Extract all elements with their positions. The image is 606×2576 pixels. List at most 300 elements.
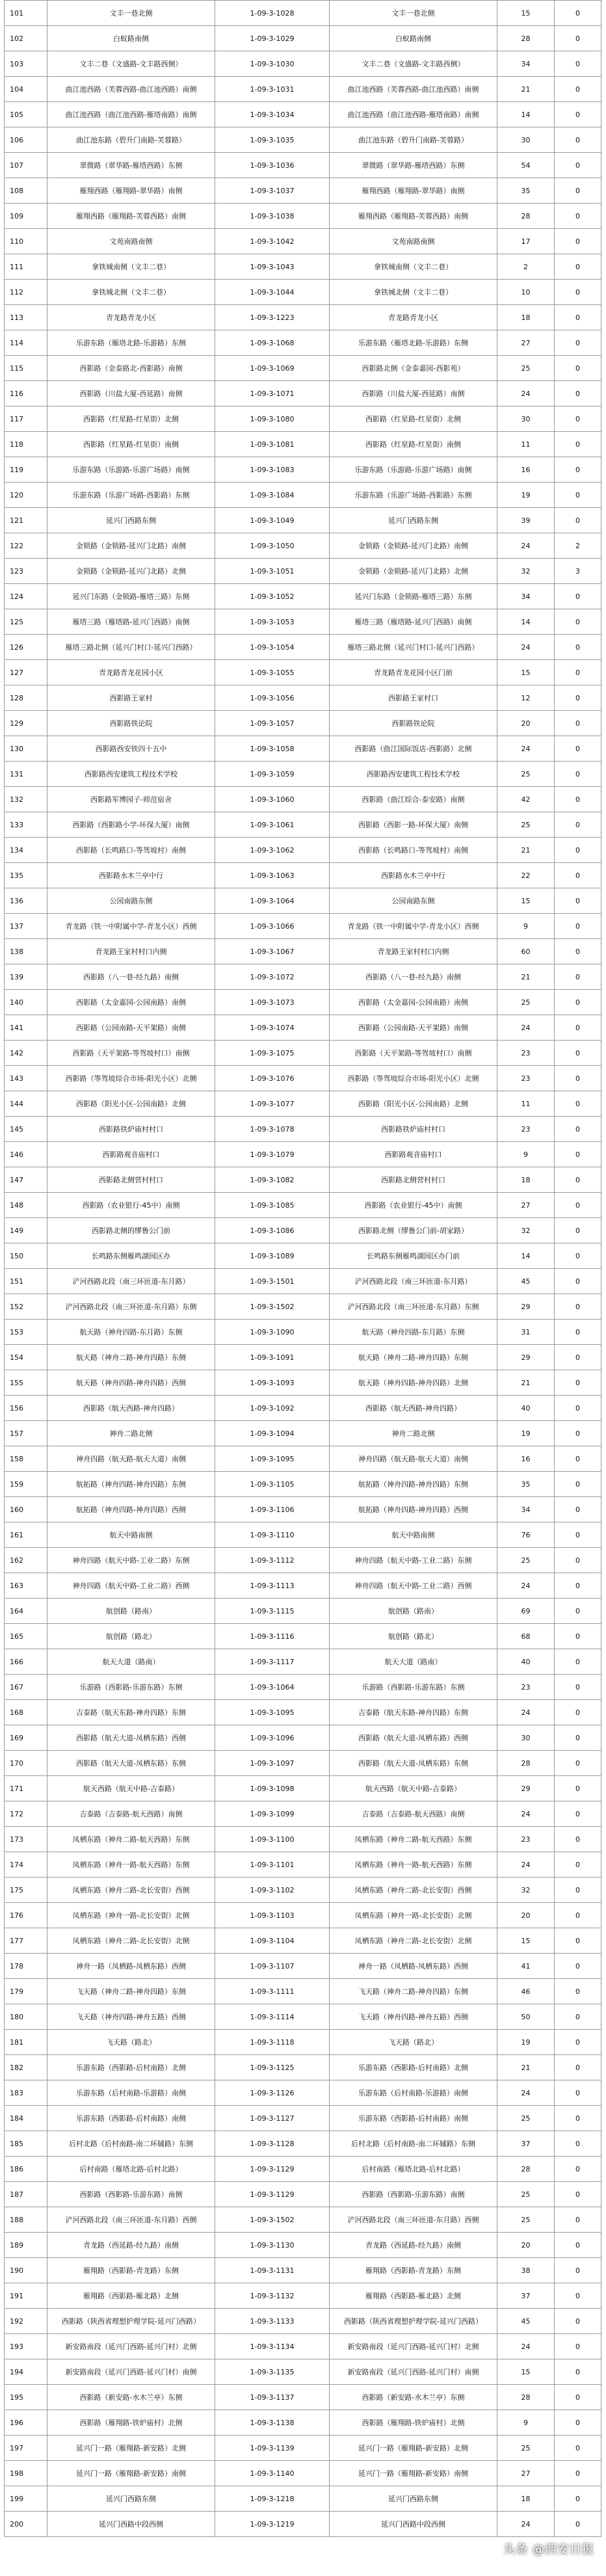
location-name-cell: 延兴门西路中段西侧: [47, 2512, 215, 2537]
table-row: [5, 77, 601, 102]
location-detail-cell: 凤栖东路（神舟二路-航天西路）东侧: [330, 1827, 497, 1852]
section-code-cell: 1-09-3-1130: [215, 2233, 330, 2258]
table-row: [5, 1751, 601, 1776]
table-row: [5, 812, 601, 838]
row-number-cell: 194: [5, 2359, 47, 2385]
location-detail-cell: 曲江池西路（芙蓉西路-曲江池西路）南侧: [330, 77, 497, 102]
spot-count-cell: 68: [497, 1624, 555, 1649]
extra-count-cell: 0: [555, 939, 601, 964]
section-code-cell: 1-09-3-1071: [215, 381, 330, 406]
spot-count-cell: 21: [497, 77, 555, 102]
location-name-cell: 凤栖东路（神舟二路-航天西路）东侧: [47, 1827, 215, 1852]
spot-count-cell: 24: [497, 1015, 555, 1041]
extra-count-cell: 0: [555, 1954, 601, 1979]
spot-count-cell: 40: [497, 1396, 555, 1421]
spot-count-cell: 69: [497, 1599, 555, 1624]
row-number-cell: 152: [5, 1294, 47, 1320]
table-row: [5, 533, 601, 559]
section-code-cell: 1-09-3-1064: [215, 888, 330, 914]
location-name-cell: 青龙路青龙花园小区: [47, 660, 215, 685]
extra-count-cell: 0: [555, 863, 601, 888]
row-number-cell: 134: [5, 838, 47, 863]
table-body: [5, 1, 601, 2537]
location-detail-cell: 拿铁城南侧（文丰二巷）: [330, 254, 497, 280]
location-name-cell: 神舟四路（航天路-航天大道）南侧: [47, 1446, 215, 1472]
location-name-cell: 新安路南段（延兴门西路-延兴门村）北侧: [47, 2334, 215, 2359]
table-row: [5, 736, 601, 762]
table-row: [5, 1725, 601, 1751]
location-detail-cell: 西影路（西影一路-环保大厦）南侧: [330, 812, 497, 838]
location-detail-cell: 西影路北侧（金泰嘉园-西影苑）: [330, 356, 497, 381]
section-code-cell: 1-09-3-1083: [215, 457, 330, 483]
table-row: [5, 1142, 601, 1167]
spot-count-cell: 25: [497, 356, 555, 381]
location-name-cell: 新安路南段（延兴门西路-延兴门村）南侧: [47, 2359, 215, 2385]
table-row: [5, 1675, 601, 1700]
location-name-cell: 飞天路（神舟四路-神舟五路）西侧: [47, 2004, 215, 2030]
row-number-cell: 102: [5, 26, 47, 51]
extra-count-cell: 0: [555, 381, 601, 406]
location-detail-cell: 航天路（神舟四路-东月路）东侧: [330, 1320, 497, 1345]
row-number-cell: 128: [5, 685, 47, 711]
section-code-cell: 1-09-3-1138: [215, 2410, 330, 2436]
extra-count-cell: 0: [555, 2436, 601, 2461]
location-name-cell: 雁翔西路（雁翔路-芙蓉西路）南侧: [47, 204, 215, 229]
extra-count-cell: 0: [555, 2334, 601, 2359]
location-detail-cell: 公园南路东侧: [330, 888, 497, 914]
section-code-cell: 1-09-3-1050: [215, 533, 330, 559]
location-name-cell: 后村北路（后村南路-南二环辅路）东侧: [47, 2131, 215, 2157]
spot-count-cell: 25: [497, 2436, 555, 2461]
location-detail-cell: 雁塔三路北侧（延兴门村口-延兴门西路）: [330, 635, 497, 660]
extra-count-cell: 0: [555, 1649, 601, 1675]
table-row: [5, 559, 601, 584]
location-detail-cell: 青龙路（铁一中附属中学-青龙小区）西侧: [330, 914, 497, 939]
table-row: [5, 2004, 601, 2030]
row-number-cell: 110: [5, 229, 47, 254]
spot-count-cell: 34: [497, 51, 555, 77]
section-code-cell: 1-09-3-1081: [215, 432, 330, 457]
spot-count-cell: 60: [497, 939, 555, 964]
section-code-cell: 1-09-3-1034: [215, 102, 330, 127]
section-code-cell: 1-09-3-1113: [215, 1573, 330, 1599]
section-code-cell: 1-09-3-1091: [215, 1345, 330, 1370]
extra-count-cell: 0: [555, 1294, 601, 1320]
location-name-cell: 青龙路青龙小区: [47, 305, 215, 330]
table-row: [5, 1624, 601, 1649]
row-number-cell: 122: [5, 533, 47, 559]
location-detail-cell: 神舟二路北侧: [330, 1421, 497, 1446]
location-detail-cell: 西影路（等驾坡综合市场-阳光小区）北侧: [330, 1066, 497, 1091]
location-detail-cell: 西影路水木兰亭中行: [330, 863, 497, 888]
section-code-cell: 1-09-3-1058: [215, 736, 330, 762]
extra-count-cell: 0: [555, 1472, 601, 1497]
spot-count-cell: 54: [497, 153, 555, 178]
extra-count-cell: 0: [555, 914, 601, 939]
table-row: [5, 1522, 601, 1548]
location-detail-cell: 白蚁路南侧: [330, 26, 497, 51]
spot-count-cell: 25: [497, 2106, 555, 2131]
location-name-cell: 神舟一路（凤栖路-凤栖东路）西侧: [47, 1954, 215, 1979]
location-name-cell: 乐游东路（乐游路-乐游广场路）南侧: [47, 457, 215, 483]
location-detail-cell: 延兴门西路东侧: [330, 508, 497, 533]
extra-count-cell: 0: [555, 483, 601, 508]
section-code-cell: 1-09-3-1072: [215, 964, 330, 990]
location-name-cell: 拿铁城南侧（文丰二巷）: [47, 254, 215, 280]
spot-count-cell: 24: [497, 2334, 555, 2359]
spot-count-cell: 46: [497, 1979, 555, 2004]
location-name-cell: 西影路（农业银行-45中）南侧: [47, 1193, 215, 1218]
table-row: [5, 2207, 601, 2233]
extra-count-cell: 0: [555, 229, 601, 254]
location-detail-cell: 西影路（陕西省理想护理学院-延兴门西路）: [330, 2309, 497, 2334]
location-name-cell: 凤栖东路（神舟一路-航天西路）东侧: [47, 1852, 215, 1878]
extra-count-cell: 0: [555, 1928, 601, 1954]
location-name-cell: 曲江池东路（碧升门南路-芙蓉路）: [47, 127, 215, 153]
row-number-cell: 154: [5, 1345, 47, 1370]
location-name-cell: 西影路（航天西路-神舟四路）: [47, 1396, 215, 1421]
section-code-cell: 1-09-3-1134: [215, 2334, 330, 2359]
extra-count-cell: 0: [555, 1142, 601, 1167]
row-number-cell: 188: [5, 2207, 47, 2233]
location-detail-cell: 新安路南段（延兴门西路-延兴门村）南侧: [330, 2359, 497, 2385]
section-code-cell: 1-09-3-1110: [215, 1522, 330, 1548]
row-number-cell: 132: [5, 787, 47, 812]
table-row: [5, 1903, 601, 1928]
row-number-cell: 174: [5, 1852, 47, 1878]
extra-count-cell: 0: [555, 1396, 601, 1421]
table-row: [5, 2055, 601, 2080]
section-code-cell: 1-09-3-1096: [215, 1725, 330, 1751]
extra-count-cell: 0: [555, 77, 601, 102]
table-row: [5, 584, 601, 609]
table-row: [5, 508, 601, 533]
extra-count-cell: 0: [555, 2385, 601, 2410]
section-code-cell: 1-09-3-1095: [215, 1446, 330, 1472]
row-number-cell: 130: [5, 736, 47, 762]
table-row: [5, 838, 601, 863]
row-number-cell: 158: [5, 1446, 47, 1472]
extra-count-cell: 0: [555, 1193, 601, 1218]
extra-count-cell: 0: [555, 1497, 601, 1522]
section-code-cell: 1-09-3-1133: [215, 2309, 330, 2334]
section-code-cell: 1-09-3-1104: [215, 1928, 330, 1954]
location-name-cell: 西影路（红星路-红星街）南侧: [47, 432, 215, 457]
table-row: [5, 356, 601, 381]
row-number-cell: 150: [5, 1243, 47, 1269]
location-detail-cell: 延兴门一路（雁翔路-新安路）南侧: [330, 2461, 497, 2486]
extra-count-cell: 0: [555, 1522, 601, 1548]
spot-count-cell: 9: [497, 914, 555, 939]
section-code-cell: 1-09-3-1074: [215, 1015, 330, 1041]
watermark-label: 头条 @西安日报: [503, 2543, 594, 2556]
location-detail-cell: 西影路（新安路-水木兰亭）东侧: [330, 2385, 497, 2410]
location-name-cell: 雁翔路（西影路-雁北路）北侧: [47, 2283, 215, 2309]
extra-count-cell: 0: [555, 2055, 601, 2080]
location-name-cell: 延兴门西路东侧: [47, 508, 215, 533]
location-name-cell: 西影路（航天大道-凤栖东路）东侧: [47, 1751, 215, 1776]
spot-count-cell: 19: [497, 1421, 555, 1446]
table-row: [5, 1801, 601, 1827]
row-number-cell: 116: [5, 381, 47, 406]
row-number-cell: 119: [5, 457, 47, 483]
row-number-cell: 109: [5, 204, 47, 229]
spot-count-cell: 29: [497, 1345, 555, 1370]
location-name-cell: 雁塔三路（雁塔路-延兴门西路）南侧: [47, 609, 215, 635]
location-name-cell: 文苑南路南侧: [47, 229, 215, 254]
row-number-cell: 163: [5, 1573, 47, 1599]
spot-count-cell: 30: [497, 1725, 555, 1751]
location-detail-cell: 新安路南段（延兴门西路-延兴门村）北侧: [330, 2334, 497, 2359]
section-code-cell: 1-09-3-1079: [215, 1142, 330, 1167]
row-number-cell: 133: [5, 812, 47, 838]
section-code-cell: 1-09-3-1054: [215, 635, 330, 660]
section-code-cell: 1-09-3-1038: [215, 204, 330, 229]
table-row: [5, 2080, 601, 2106]
location-name-cell: 青龙路（西延路-经九路）南侧: [47, 2233, 215, 2258]
location-detail-cell: 凤栖东路（神舟二路-北长安街）西侧: [330, 1878, 497, 1903]
table-row: [5, 432, 601, 457]
row-number-cell: 105: [5, 102, 47, 127]
section-code-cell: 1-09-3-1036: [215, 153, 330, 178]
spot-count-cell: 50: [497, 2004, 555, 2030]
location-detail-cell: 乐游路（西影路-乐游东路）东侧: [330, 1675, 497, 1700]
spot-count-cell: 24: [497, 736, 555, 762]
section-code-cell: 1-09-3-1502: [215, 2207, 330, 2233]
table-row: [5, 102, 601, 127]
table-row: [5, 1573, 601, 1599]
section-code-cell: 1-09-3-1060: [215, 787, 330, 812]
spot-count-cell: 28: [497, 26, 555, 51]
location-name-cell: 曲江池西路（曲江池西路-雁塔南路）南侧: [47, 102, 215, 127]
section-code-cell: 1-09-3-1106: [215, 1497, 330, 1522]
section-code-cell: 1-09-3-1112: [215, 1548, 330, 1573]
location-name-cell: 航天路（神舟二路-神舟四路）东侧: [47, 1345, 215, 1370]
location-name-cell: 乐游东路（雁塔北路-乐游路）东侧: [47, 330, 215, 356]
parking-spot-table: [4, 0, 601, 2537]
extra-count-cell: 0: [555, 838, 601, 863]
row-number-cell: 156: [5, 1396, 47, 1421]
table-row: [5, 2233, 601, 2258]
extra-count-cell: 0: [555, 1370, 601, 1396]
table-row: [5, 888, 601, 914]
location-name-cell: 拿铁城北侧（文丰二巷）: [47, 280, 215, 305]
section-code-cell: 1-09-3-1092: [215, 1396, 330, 1421]
location-detail-cell: 乐游东路（乐游广场路-西影路）东侧: [330, 483, 497, 508]
section-code-cell: 1-09-3-1116: [215, 1624, 330, 1649]
extra-count-cell: 0: [555, 762, 601, 787]
table-row: [5, 1599, 601, 1624]
table-row: [5, 1193, 601, 1218]
location-detail-cell: 文丰二巷（文盛路-文丰路西侧）: [330, 51, 497, 77]
row-number-cell: 171: [5, 1776, 47, 1801]
location-name-cell: 雁翔路（西影路-青龙路）东侧: [47, 2258, 215, 2283]
location-detail-cell: 西影路铁论院: [330, 711, 497, 736]
table-row: [5, 1954, 601, 1979]
extra-count-cell: 0: [555, 406, 601, 432]
location-name-cell: 神舟四路（航天中路-工业二路）西侧: [47, 1573, 215, 1599]
table-row: [5, 914, 601, 939]
location-detail-cell: 长鸣路东侧雁鸣湖园区办门前: [330, 1243, 497, 1269]
table-row: [5, 1827, 601, 1852]
extra-count-cell: 0: [555, 1117, 601, 1142]
spot-count-cell: 28: [497, 2157, 555, 2182]
table-row: [5, 990, 601, 1015]
location-name-cell: 延兴门一路（雁翔路-新安路）南侧: [47, 2461, 215, 2486]
section-code-cell: 1-09-3-1028: [215, 1, 330, 26]
extra-count-cell: 0: [555, 330, 601, 356]
extra-count-cell: 0: [555, 1269, 601, 1294]
extra-count-cell: 0: [555, 660, 601, 685]
row-number-cell: 117: [5, 406, 47, 432]
extra-count-cell: 0: [555, 2309, 601, 2334]
extra-count-cell: 0: [555, 2359, 601, 2385]
extra-count-cell: 0: [555, 1446, 601, 1472]
location-name-cell: 西影路（雁翔路-铁炉庙村）北侧: [47, 2410, 215, 2436]
table-row: [5, 1852, 601, 1878]
row-number-cell: 165: [5, 1624, 47, 1649]
location-detail-cell: 延兴门西路中段西侧: [330, 2512, 497, 2537]
table-row: [5, 2283, 601, 2309]
row-number-cell: 125: [5, 609, 47, 635]
row-number-cell: 162: [5, 1548, 47, 1573]
section-code-cell: 1-09-3-1100: [215, 1827, 330, 1852]
row-number-cell: 173: [5, 1827, 47, 1852]
location-detail-cell: 飞天路（神舟二路-神舟四路）东侧: [330, 1979, 497, 2004]
spot-count-cell: 25: [497, 2207, 555, 2233]
location-detail-cell: 航创路（路南）: [330, 1599, 497, 1624]
extra-count-cell: 0: [555, 1573, 601, 1599]
table-row: [5, 1928, 601, 1954]
row-number-cell: 195: [5, 2385, 47, 2410]
section-code-cell: 1-09-3-1057: [215, 711, 330, 736]
spot-count-cell: 35: [497, 178, 555, 204]
table-row: [5, 1041, 601, 1066]
location-detail-cell: 金锁路（金锁路-延兴门北路）南侧: [330, 533, 497, 559]
location-detail-cell: 飞天路（神舟四路-神舟五路）西侧: [330, 2004, 497, 2030]
location-name-cell: 飞天路（神舟二路-神舟四路）东侧: [47, 1979, 215, 2004]
location-name-cell: 西影路西安建筑工程技术学校: [47, 762, 215, 787]
table-row: [5, 964, 601, 990]
location-detail-cell: 神舟四路（航天中路-工业二路）西侧: [330, 1573, 497, 1599]
location-detail-cell: 神舟一路（凤栖路-凤栖东路）西侧: [330, 1954, 497, 1979]
row-number-cell: 141: [5, 1015, 47, 1041]
table-row: [5, 2157, 601, 2182]
section-code-cell: 1-09-3-1078: [215, 1117, 330, 1142]
extra-count-cell: 0: [555, 2131, 601, 2157]
location-detail-cell: 凤栖东路（神舟一路-北长安街）北侧: [330, 1903, 497, 1928]
spot-count-cell: 14: [497, 102, 555, 127]
row-number-cell: 187: [5, 2182, 47, 2207]
row-number-cell: 185: [5, 2131, 47, 2157]
table-row: [5, 229, 601, 254]
section-code-cell: 1-09-3-1219: [215, 2512, 330, 2537]
table-row: [5, 1345, 601, 1370]
location-detail-cell: 延兴门西路东侧: [330, 2486, 497, 2512]
extra-count-cell: 0: [555, 711, 601, 736]
row-number-cell: 115: [5, 356, 47, 381]
row-number-cell: 151: [5, 1269, 47, 1294]
section-code-cell: 1-09-3-1037: [215, 178, 330, 204]
spot-count-cell: 45: [497, 1269, 555, 1294]
row-number-cell: 106: [5, 127, 47, 153]
row-number-cell: 149: [5, 1218, 47, 1243]
location-name-cell: 金锁路（金锁路-延兴门北路）北侧: [47, 559, 215, 584]
spot-count-cell: 24: [497, 2080, 555, 2106]
row-number-cell: 166: [5, 1649, 47, 1675]
spot-count-cell: 28: [497, 204, 555, 229]
location-name-cell: 西影路水木兰亭中行: [47, 863, 215, 888]
extra-count-cell: 0: [555, 1015, 601, 1041]
spot-count-cell: 25: [497, 2182, 555, 2207]
section-code-cell: 1-09-3-1085: [215, 1193, 330, 1218]
table-row: [5, 1421, 601, 1446]
location-name-cell: 凤栖东路（神舟二路-北长安街）西侧: [47, 1878, 215, 1903]
section-code-cell: 1-09-3-1139: [215, 2436, 330, 2461]
table-row: [5, 2461, 601, 2486]
location-name-cell: 西影路北侧营村村口: [47, 1167, 215, 1193]
location-name-cell: 西影路（西影路-乐游东路）南侧: [47, 2182, 215, 2207]
location-detail-cell: 乐游东路（后村南路-乐游路）南侧: [330, 2080, 497, 2106]
spot-count-cell: 17: [497, 229, 555, 254]
location-detail-cell: 西影路（红星路-红星街）北侧: [330, 406, 497, 432]
table-row: [5, 127, 601, 153]
spot-count-cell: 14: [497, 1243, 555, 1269]
table-row: [5, 1167, 601, 1193]
extra-count-cell: 0: [555, 1, 601, 26]
location-name-cell: 西影路（新安路-水木兰亭）东侧: [47, 2385, 215, 2410]
section-code-cell: 1-09-3-1128: [215, 2131, 330, 2157]
spot-count-cell: 34: [497, 1497, 555, 1522]
row-number-cell: 157: [5, 1421, 47, 1446]
extra-count-cell: 0: [555, 584, 601, 609]
extra-count-cell: 0: [555, 2004, 601, 2030]
spot-count-cell: 24: [497, 533, 555, 559]
section-code-cell: 1-09-3-1043: [215, 254, 330, 280]
section-code-cell: 1-09-3-1068: [215, 330, 330, 356]
location-name-cell: 航拓路（神舟四路-神舟四路）东侧: [47, 1472, 215, 1497]
location-detail-cell: 西影路（阳光小区-公园南路）北侧: [330, 1091, 497, 1117]
row-number-cell: 153: [5, 1320, 47, 1345]
section-code-cell: 1-09-3-1075: [215, 1041, 330, 1066]
location-detail-cell: 航天路（神舟四路-神舟四路）北侧: [330, 1370, 497, 1396]
location-detail-cell: 航创路（路北）: [330, 1624, 497, 1649]
location-name-cell: 西影路（八一巷-经九路）南侧: [47, 964, 215, 990]
spot-count-cell: 23: [497, 1117, 555, 1142]
section-code-cell: 1-09-3-1052: [215, 584, 330, 609]
table-row: [5, 1294, 601, 1320]
table-row: [5, 660, 601, 685]
table-row: [5, 635, 601, 660]
spot-count-cell: 12: [497, 685, 555, 711]
row-number-cell: 193: [5, 2334, 47, 2359]
location-detail-cell: 西影路（红星路-红星街）南侧: [330, 432, 497, 457]
location-detail-cell: 拿铁城北侧（文丰二巷）: [330, 280, 497, 305]
location-name-cell: 金锁路（金锁路-延兴门北路）南侧: [47, 533, 215, 559]
spot-count-cell: 27: [497, 2461, 555, 2486]
row-number-cell: 118: [5, 432, 47, 457]
spot-count-cell: 35: [497, 1472, 555, 1497]
spot-count-cell: 37: [497, 2283, 555, 2309]
table-row: [5, 863, 601, 888]
row-number-cell: 101: [5, 1, 47, 26]
table-row: [5, 330, 601, 356]
table-row: [5, 2359, 601, 2385]
spot-count-cell: 32: [497, 1878, 555, 1903]
spot-count-cell: 19: [497, 2030, 555, 2055]
table-row: [5, 457, 601, 483]
table-row: [5, 26, 601, 51]
